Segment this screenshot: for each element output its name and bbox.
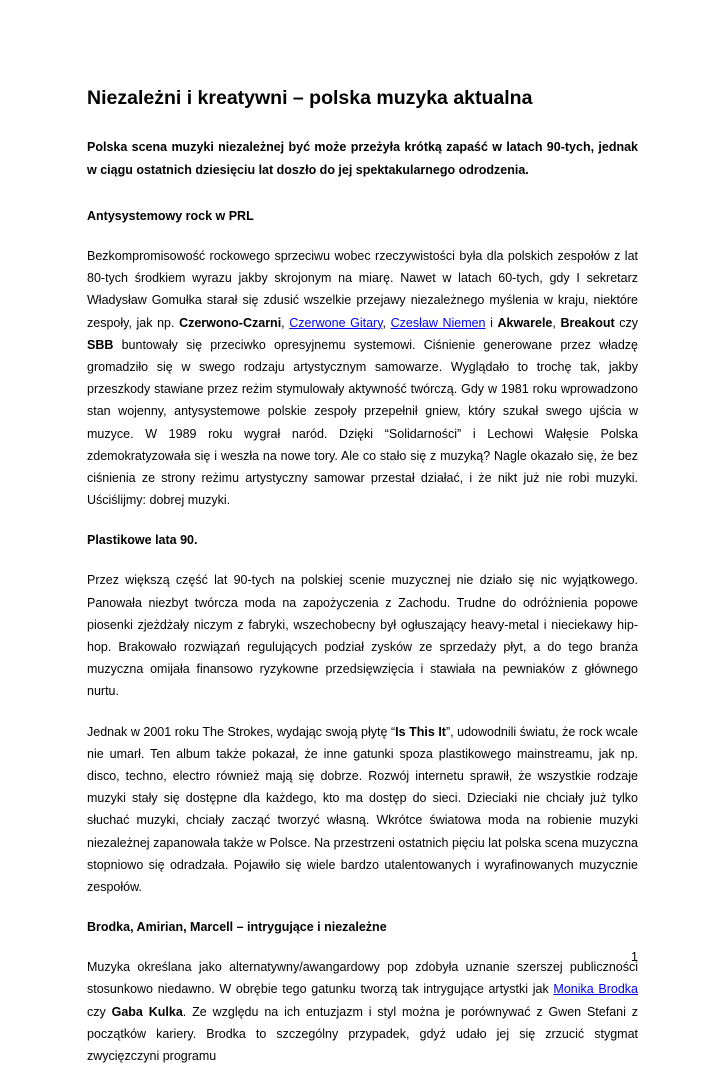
- band-akwarele: Akwarele: [497, 315, 553, 330]
- section-heading-brodka: Brodka, Amirian, Marcell – intrygujące i niezależne: [87, 920, 387, 935]
- band-breakout: Breakout: [560, 315, 615, 330]
- link-czeslaw-niemen[interactable]: Czesław Niemen: [390, 315, 486, 330]
- band-sbb: SBB: [87, 337, 114, 352]
- link-monika-brodka[interactable]: Monika Brodka: [553, 982, 639, 997]
- album-title: Is This It: [395, 724, 446, 739]
- lead-paragraph: Polska scena muzyki niezależnej być może przeżyła krótką zapaść w latach 90-tych, jednak w ciągu ostatnich dziesięciu lat doszło do jej spektakularnego odrodzenia.: [87, 140, 638, 177]
- document-title: Niezależni i kreatywni – polska muzyka aktualna: [87, 87, 533, 109]
- paragraph-90s-1: Przez większą część lat 90-tych na polskiej scenie muzycznej nie działo się nic wyjątkowego. Panowała niezbyt twórcza moda na zapożyczenia z Zachodu. Trudne do odróżnienia popowe piosenki zjeżdżały niczym z fabryki, wszechobecny był ogłuszający heavy-metal i nieciekawy hip-hop. Brakowało rozwiązań regulujących podział zysków ze sprzedaży płyt, a do tego branża muzyczna omijała finansowo ryzykowne przedsięwzięcia i stawiała na pewniaków z głównego nurtu.: [87, 573, 638, 699]
- section-heading-90s: Plastikowe lata 90.: [87, 533, 198, 548]
- artist-gaba-kulka: Gaba Kulka: [111, 1004, 183, 1019]
- paragraph-prl: Bezkompromisowość rockowego sprzeciwu wobec rzeczywistości była dla polskich zespołów z lat 80-tych środkiem wyrazu jakby skrojonym na miarę. Nawet w latach 60-tych, gdy I sekretarz Władysław Gomułka starał się zdusić wszelkie przejawy niezależnego myślenia w kraju, niektóre zespoły, jak np. Czerwono-Czarni, Czerwone Gitary, Czesław Niemen i Akwarele, Breakout czy SBB buntowały się przeciwko opresyjnemu systemowi. Ciśnienie generowane przez władzę gromadziło się w swego rodzaju artystycznym samowarze. Wyglądało to trochę tak, jakby przeszkody stawiane przez reżim stymulowały aktywność twórczą. Gdy w 1981 roku wprowadzono stan wojenny, antysystemowe polskie zespoły przepełnił gniew, który szukał swego ujścia w muzyce. W 1989 roku wygrał naród. Dzięki “Solidarności” i Lechowi Wałęsie Polska zdemokratyzowała się i weszła na nowe tory. Ale co stało się z muzyką? Nagle okazało się, że bez ciśnienia ze strony reżimu artystyczny samowar przestał działać, i że nikt już nie robi muzyki. Uściślijmy: dobrej muzyki.: [87, 249, 638, 508]
- paragraph-brodka: Muzyka określana jako alternatywny/awangardowy pop zdobyła uznanie szerszej publiczności stosunkowo niedawno. W obrębie tego gatunku tworzą tak intrygujące artystki jak Monika Brodka czy Gaba Kulka. Ze względu na ich entuzjazm i styl można je porównywać z Gwen Stefani z początków kariery. Brodka to szczególny przypadek, gdyż udało jej się zrzucić stygmat zwycięzczyni programu: [87, 960, 639, 1064]
- paragraph-90s-2: Jednak w 2001 roku The Strokes, wydając swoją płytę “Is This It”, udowodnili światu, że rock wcale nie umarł. Ten album także pokazał, że inne gatunki spoza plastikowego mainstreamu, jak np. disco, techno, electro również mają się dobrze. Rozwój internetu sprawił, że wszystkie rodzaje muzyki stały się dostępne dla każdego, kto ma dostęp do sieci. Dzieciaki nie chciały już tylko słuchać muzyki, chciały zacząć tworzyć własną. Wkrótce światowa moda na robienie muzyki niezależnej zapanowała także w Polsce. Na przestrzeni ostatnich pięciu lat polska scena muzyczna stopniowo się odradzała. Pojawiło się wiele bardzo utalentowanych i wyrafinowanych muzycznie zespołów.: [87, 724, 639, 895]
- document-page: [87, 84, 638, 1085]
- band-czerwono-czarni: Czerwono-Czarni: [179, 315, 282, 330]
- link-czerwone-gitary[interactable]: Czerwone Gitary: [289, 315, 383, 330]
- section-heading-prl: Antysystemowy rock w PRL: [87, 209, 254, 223]
- page-number: 1: [631, 950, 638, 964]
